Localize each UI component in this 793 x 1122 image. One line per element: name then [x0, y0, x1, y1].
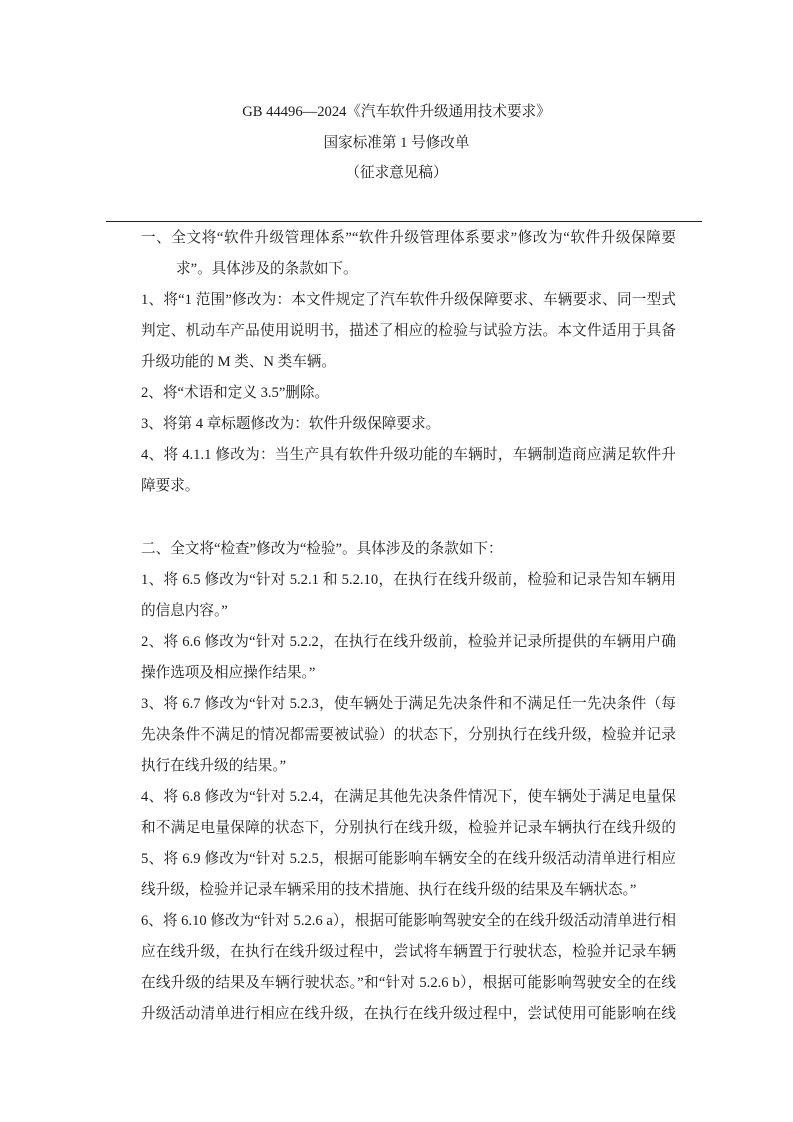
body-line: 3、将 6.7 修改为“针对 5.2.3，使车辆处于满足先决条件和不满足任一先决条件（每 — [141, 696, 676, 712]
body-line: 的信息内容。” — [141, 603, 228, 619]
body-line: 判定、机动车产品使用说明书，描述了相应的检验与试验方法。本文件适用于具备 — [141, 323, 676, 339]
body-line: 求”。具体涉及的条款如下。 — [176, 261, 358, 277]
body-line: 2、将 6.6 修改为“针对 5.2.2，在执行在线升级前，检验并记录所提供的车辆用户确 — [141, 634, 676, 650]
body-line: 和不满足电量保障的状态下，分别执行在线升级，检验并记录车辆执行在线升级的 — [141, 820, 676, 836]
header-divider — [106, 221, 702, 222]
body-line: 1、将“1 范围”修改为：本文件规定了汽车软件升级保障要求、车辆要求、同一型式 — [141, 292, 676, 308]
document-subtitle: 国家标准第 1 号修改单 — [323, 135, 470, 151]
body-line: 3、将第 4 章标题修改为：软件升级保障要求。 — [141, 416, 441, 432]
document-title: GB 44496—2024《汽车软件升级通用技术要求》 — [242, 104, 551, 120]
body-line: 2、将“术语和定义 3.5”删除。 — [141, 385, 330, 401]
body-line: 1、将 6.5 修改为“针对 5.2.1 和 5.2.10，在执行在线升级前，检验和记录告知车辆用 — [141, 572, 676, 588]
body-line: 升级活动清单进行相应在线升级，在执行在线升级过程中，尝试使用可能影响在线 — [141, 1006, 676, 1022]
body-line: 先决条件不满足的情况都需要被试验）的状态下，分别执行在线升级，检验并记录 — [141, 727, 676, 743]
body-line: 应在线升级，在执行在线升级过程中，尝试将车辆置于行驶状态，检验并记录车辆 — [141, 944, 676, 960]
body-line: 4、将 4.1.1 修改为：当生产具有软件升级功能的车辆时，车辆制造商应满足软件升 — [141, 447, 676, 463]
body-line: 障要求。 — [141, 478, 200, 494]
body-line: 6、将 6.10 修改为“针对 5.2.6 a），根据可能影响驾驶安全的在线升级活动清单进行相 — [141, 913, 676, 929]
body-line: 一、全文将“软件升级管理体系”“软件升级管理体系要求”修改为“软件升级保障要 — [141, 230, 676, 246]
body-line: 操作选项及相应操作结果。” — [141, 665, 316, 681]
draft-status: （征求意见稿） — [345, 165, 448, 181]
body-line: 升级功能的 M 类、N 类车辆。 — [141, 354, 336, 370]
body-line: 线升级，检验并记录车辆采用的技术措施、执行在线升级的结果及车辆状态。” — [141, 882, 637, 898]
body-line: 在线升级的结果及车辆行驶状态。”和“针对 5.2.6 b），根据可能影响驾驶安全的在线 — [141, 975, 676, 991]
body-line: 5、将 6.9 修改为“针对 5.2.5，根据可能影响车辆安全的在线升级活动清单进行相应 — [141, 851, 676, 867]
body-line: 4、将 6.8 修改为“针对 5.2.4，在满足其他先决条件情况下，使车辆处于满足电量保 — [141, 789, 676, 805]
body-line: 二、全文将“检查”修改为“检验”。具体涉及的条款如下： — [141, 541, 503, 557]
body-line: 执行在线升级的结果。” — [141, 758, 287, 774]
